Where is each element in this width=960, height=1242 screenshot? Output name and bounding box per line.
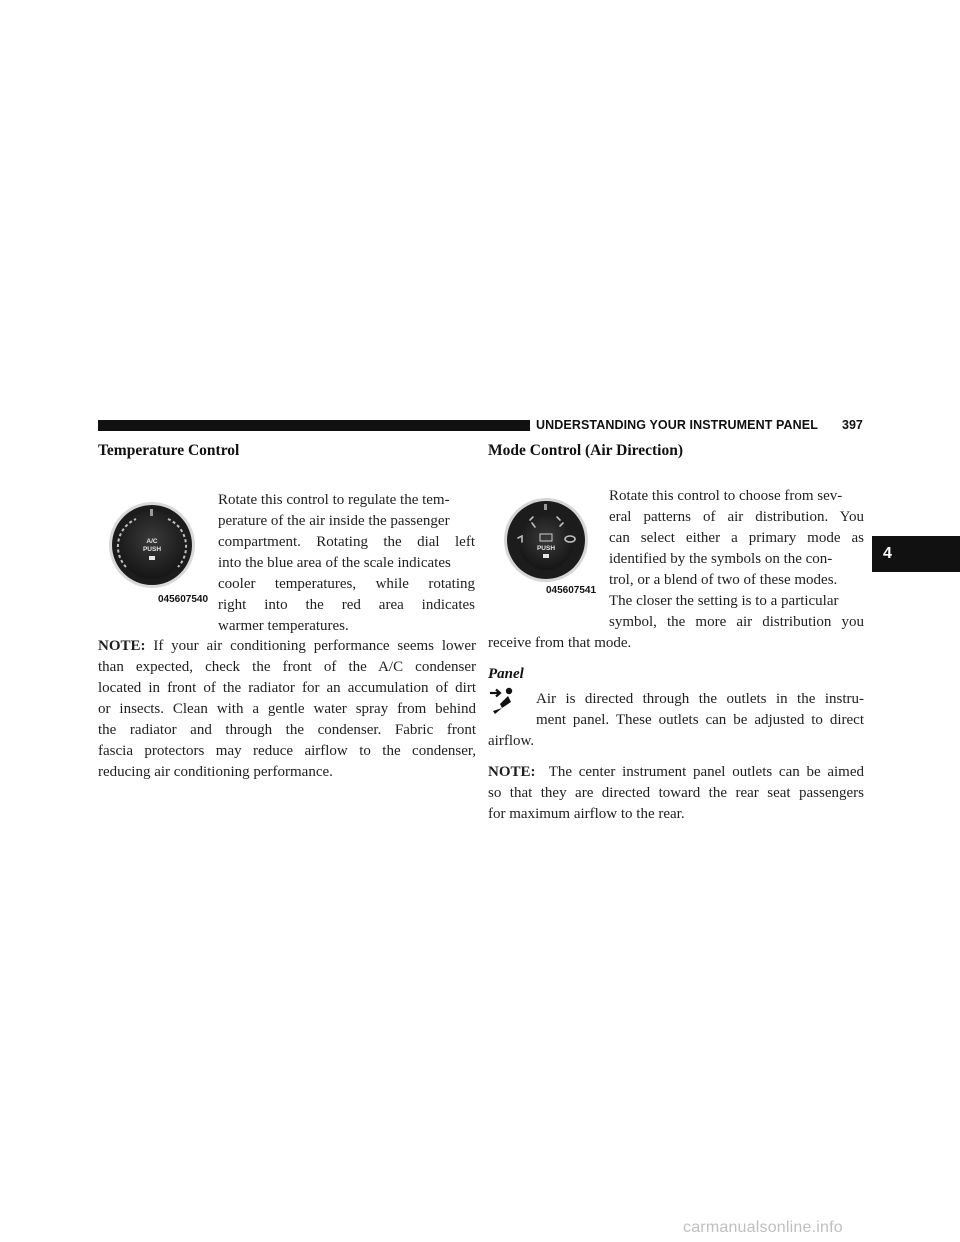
mode-intro-paragraph [609,486,864,633]
text-line: fascia protectors may reduce airflow to the condenser, [98,743,476,759]
text-line: If your air conditioning performance seems lower [145,638,476,654]
text-line: cooler temperatures, while rotating [218,576,475,592]
text-line: perature of the air inside the passenger [218,513,450,529]
text-line: reducing air conditioning performance. [98,764,333,780]
text-line: located in front of the radiator for an accumulation of dirt [98,680,476,696]
text-line: for maximum airflow to the rear. [488,806,685,822]
mode-intro-continuation: receive from that mode. [488,635,632,651]
temperature-control-heading: Temperature Control [98,442,240,459]
note-label: NOTE: [488,764,536,780]
text-line: The closer the setting is to a particular [609,593,839,609]
panel-mode-icon [488,686,520,718]
text-line: so that they are directed toward the rear seat passengers [488,785,864,801]
temperature-intro-paragraph [218,490,475,637]
text-line: can select either a primary mode as [609,530,864,546]
header-rule [98,420,530,431]
panel-heading: Panel [488,666,524,682]
text-line: ment panel. These outlets can be adjusted to direct [536,712,864,728]
text-line: symbol, the more air distribution you [609,614,864,630]
text-line: than expected, check the front of the A/C condenser [98,659,476,675]
text-line: The center instrument panel outlets can be aimed [535,764,864,780]
text-line: Rotate this control to choose from sev- [609,488,843,504]
mode-note-paragraph [488,762,864,825]
panel-mode-icon-svg [488,686,520,718]
knob-push-label: PUSH [142,546,162,553]
text-line: Air is directed through the outlets in the instru- [536,691,864,707]
text-line: right into the red area indicates [218,597,475,613]
text-line: Rotate this control to regulate the tem- [218,492,450,508]
text-line: the radiator and through the condenser. Fabric front [98,722,476,738]
knob-ac-label: A/C [146,538,158,545]
text-line: trol, or a blend of two of these modes. [609,572,838,588]
text-line: warmer temperatures. [218,618,349,634]
figure-id-right: 045607541 [546,585,597,596]
temperature-knob-icon [100,495,212,607]
note-label: NOTE: [98,638,146,654]
temperature-knob-figure [100,495,212,607]
watermark: carmanualsonline.info [683,1219,843,1236]
section-title: UNDERSTANDING YOUR INSTRUMENT PANEL [536,418,818,432]
text-line: into the blue area of the scale indicates [218,555,451,571]
mode-knob-figure [494,490,599,595]
figure-id-left: 045607540 [158,594,209,605]
page-number: 397 [842,418,863,432]
mode-knob-icon [494,490,599,595]
temperature-note-paragraph [98,636,476,783]
panel-paragraph [536,689,864,731]
text-line: compartment. Rotating the dial left [218,534,475,550]
text-line: or insects. Clean with a gentle water spray from behind [98,701,476,717]
panel-paragraph-end: airflow. [488,733,535,749]
mode-control-heading: Mode Control (Air Direction) [488,442,684,459]
text-line: eral patterns of air distribution. You [609,509,864,525]
chapter-tab: 4 [872,536,960,572]
text-line: identified by the symbols on the con- [609,551,833,567]
mode-knob-push-label: PUSH [536,545,556,552]
